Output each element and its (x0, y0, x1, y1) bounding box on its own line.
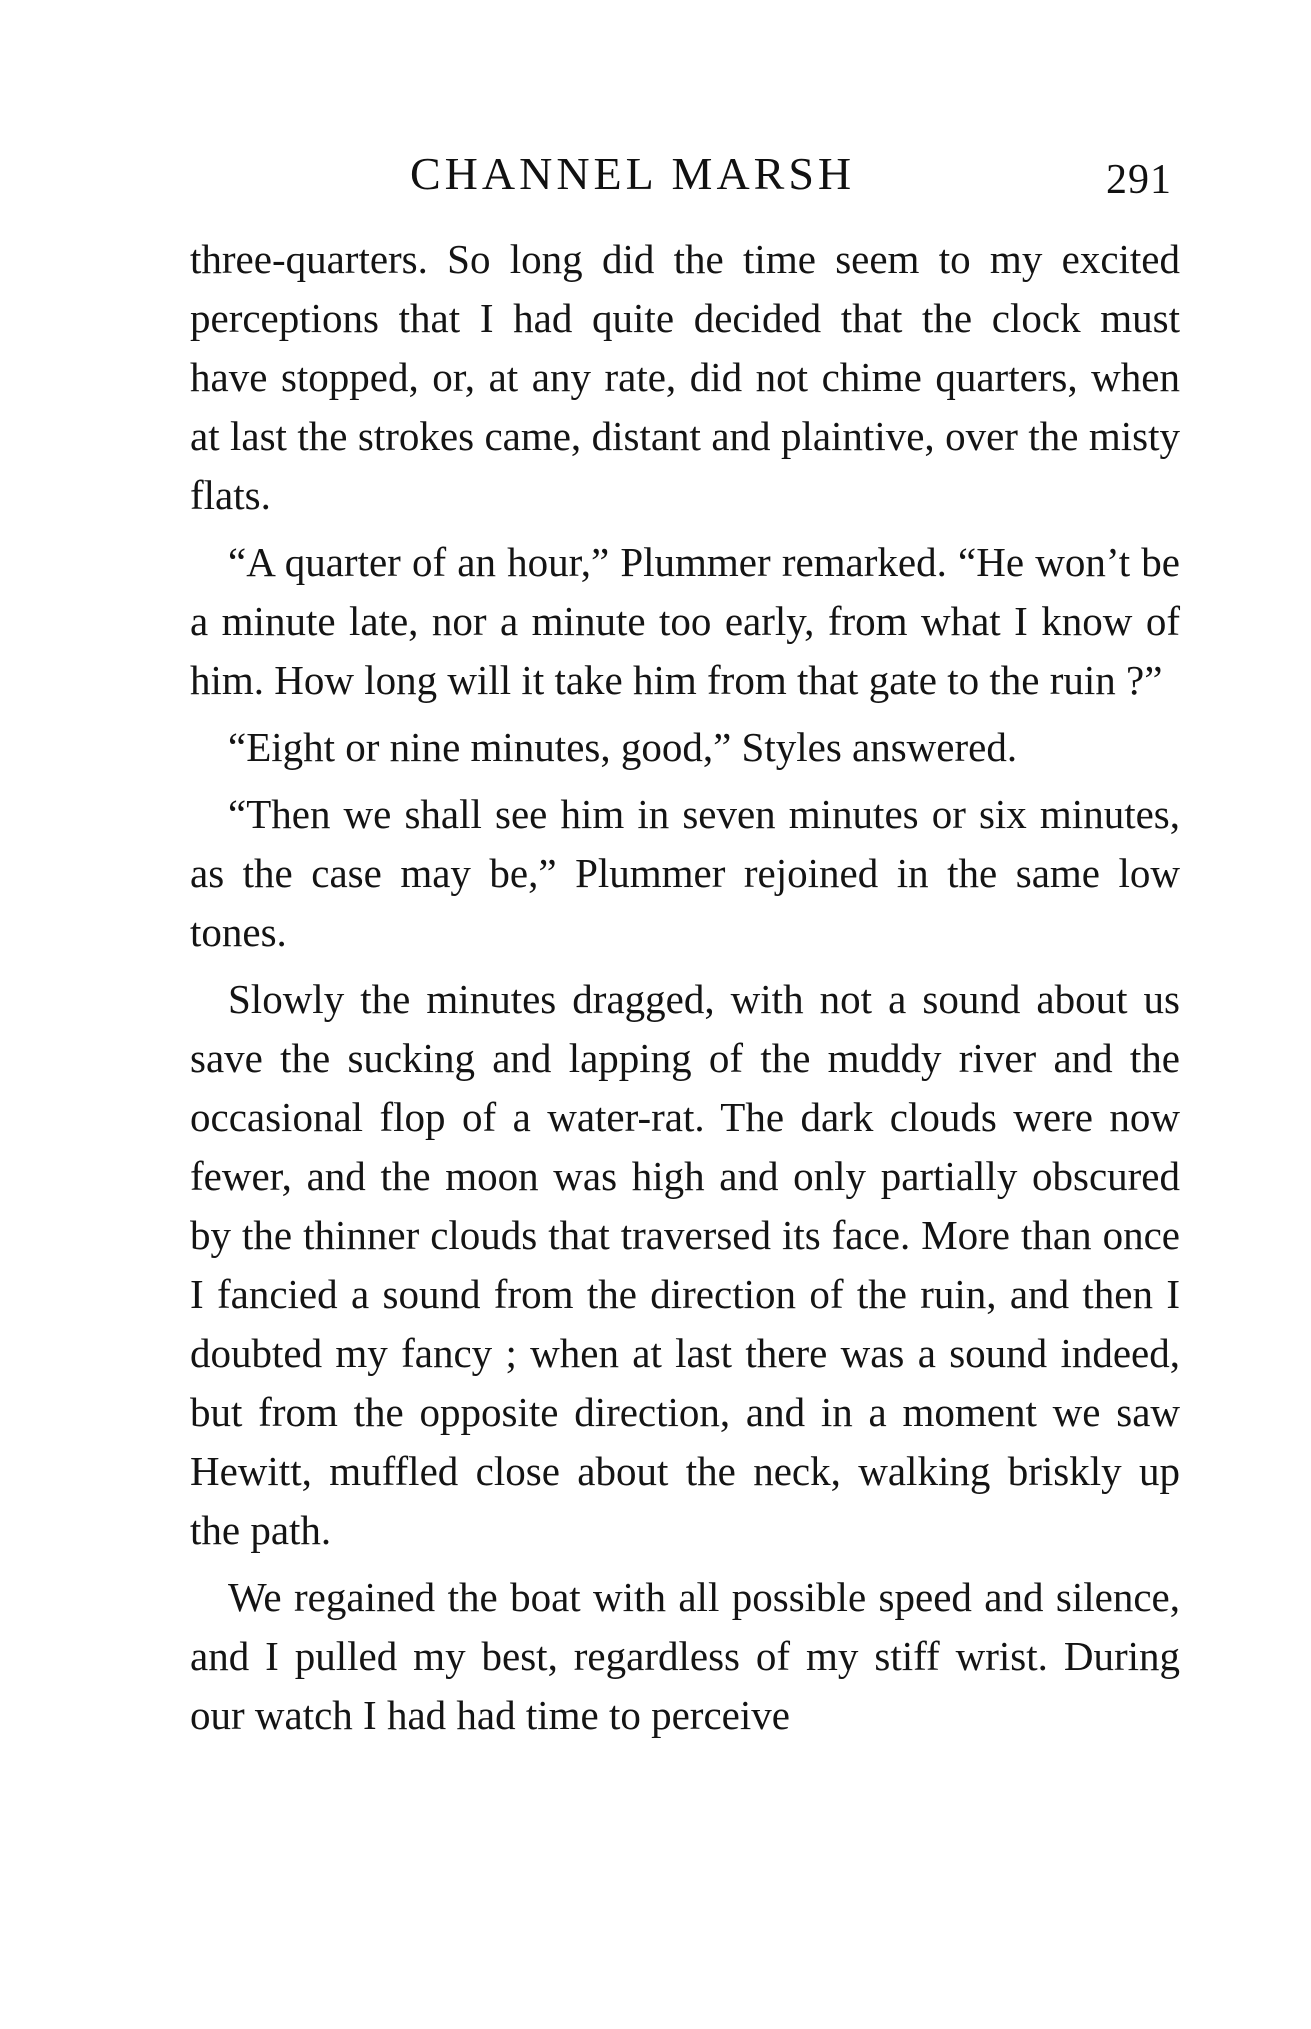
body-text (190, 230, 1180, 1745)
paragraph: Slowly the minutes dragged, with not a sound about us save the sucking and lapping of the muddy river and the occasional flop of a water-rat. The dark clouds were now fewer, and the moon was high and only partially obscured by the thinner clouds that traversed its face. More than once I fancied a sound from the direction of the ruin, and then I doubted my fancy ; when at last there was a sound indeed, but from the opposite direction, and in a moment we saw Hewitt, muffled close about the neck, walking briskly up the path. (190, 976, 1180, 1553)
running-title: CHANNEL MARSH (410, 148, 856, 199)
paragraph: “A quarter of an hour,” Plummer remarked. “He won’t be a minute late, nor a minute too early, from what I know of him. How long will it take him from that gate to the ruin ?” (190, 539, 1180, 703)
paragraph-continued: three-quarters. So long did the time seem to my excited perceptions that I had quite decided that the clock must have stopped, or, at any rate, did not chime quarters, when at last the strokes came, distant and plaintive, over the misty flats. (190, 236, 1180, 518)
paragraph: “Eight or nine minutes, good,” Styles answered. (228, 724, 1018, 770)
running-head (190, 146, 1180, 202)
paragraph: We regained the boat with all possible speed and silence, and I pulled my best, regardless of my stiff wrist. During our watch I had had time to perceive (190, 1574, 1180, 1738)
page-number: 291 (1106, 157, 1172, 203)
paragraph: “Then we shall see him in seven minutes or six minutes, as the case may be,” Plummer rejoined in the same low tones. (190, 791, 1180, 955)
